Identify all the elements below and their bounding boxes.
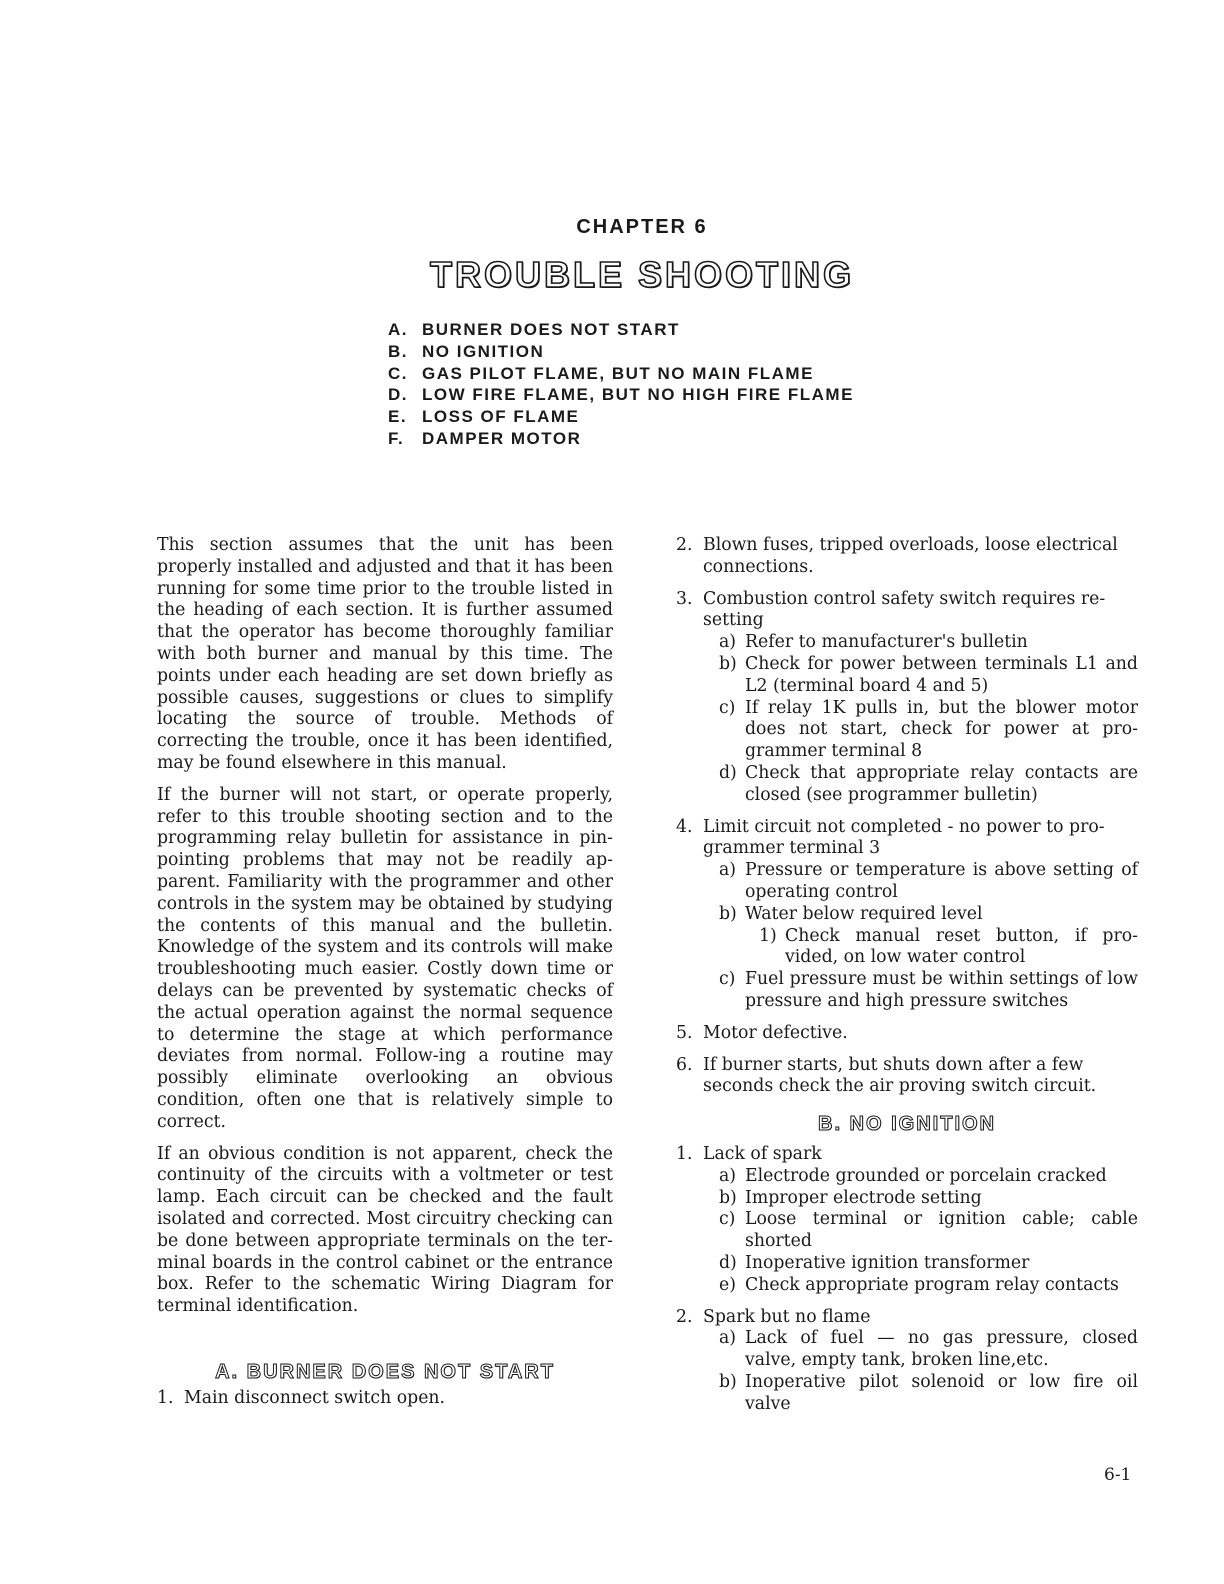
sub-item — [719, 1166, 1138, 1188]
item-number: 1. — [157, 1387, 174, 1408]
toc-letter: A. — [388, 320, 408, 339]
sub-item — [719, 1188, 1138, 1210]
sub-item — [719, 632, 1138, 654]
sub-item — [719, 969, 1138, 1013]
sub-text: Pressure or temperature is above setting of operating control — [745, 860, 1138, 902]
item-text: Motor defective. — [703, 1022, 848, 1043]
left-column — [157, 535, 613, 1419]
item-number: 5. — [676, 1022, 693, 1043]
sub-label: c) — [719, 969, 736, 990]
list-item — [676, 1307, 1138, 1416]
sub-text: Check that appropriate relay contacts are closed (see programmer bulletin) — [745, 762, 1138, 805]
section-b-list — [676, 1144, 1138, 1416]
item-text: If burner starts, but shuts down after a few seconds check the air proving switch circuit. — [703, 1054, 1097, 1097]
sub-label: c) — [719, 1209, 736, 1230]
sub-item — [719, 1372, 1138, 1416]
sub-text: Check for power between terminals L1 and L2 (terminal board 4 and 5) — [745, 653, 1138, 696]
sub-text: Fuel pressure must be within settings of low pressure and high pressure switches — [745, 969, 1138, 1011]
sub-label: d) — [719, 1252, 737, 1273]
sub-label: 1) — [759, 925, 777, 946]
toc-letter: B. — [388, 341, 408, 361]
sub-label: b) — [719, 1187, 737, 1208]
sub-text: Lack of fuel — no gas pressure, closed valve, empty tank, broken line,etc. — [745, 1328, 1138, 1371]
sub-text: Check appropriate program relay contacts — [745, 1274, 1119, 1295]
chapter-label: CHAPTER 6 — [576, 216, 708, 238]
sub-text: Refer to manufacturer's bulletin — [745, 632, 1028, 653]
list-item — [676, 1055, 1138, 1099]
sub-label: a) — [719, 860, 737, 881]
toc-item — [388, 406, 854, 428]
list-item — [676, 535, 1138, 579]
toc-item — [388, 363, 854, 385]
sub-label: b) — [719, 1371, 737, 1392]
list-item — [676, 1144, 1138, 1297]
sub-label: d) — [719, 762, 737, 783]
toc-letter: C. — [388, 363, 408, 383]
item-number: 2. — [676, 535, 693, 555]
sub-label: b) — [719, 903, 737, 924]
page-number: 6-1 — [1104, 1465, 1132, 1485]
sub-item — [719, 1275, 1138, 1297]
page-title: TROUBLE SHOOTING — [430, 254, 854, 295]
toc-text: DAMPER MOTOR — [422, 428, 582, 448]
toc-item — [388, 341, 854, 363]
right-column — [676, 535, 1138, 1425]
sub-text: Electrode grounded or porcelain cracked — [745, 1165, 1107, 1186]
item-number: 2. — [676, 1306, 693, 1327]
item-text: Lack of spark — [703, 1143, 822, 1164]
sub-label: c) — [719, 697, 736, 718]
item-text: Main disconnect switch open. — [184, 1387, 446, 1408]
sub-item — [719, 1328, 1138, 1372]
toc-text: GAS PILOT FLAME, BUT NO MAIN FLAME — [422, 363, 814, 383]
sub-label: a) — [719, 1165, 737, 1186]
sub-item — [719, 860, 1138, 904]
intro-paragraph: If the burner will not start, or operate properly, refer to this trouble shooting section and to the programming relay bulletin for assistance in pin-pointing problems that may not be readily ap-parent. Familiarity with the programmer and other controls in the system may be obtained by studying the contents of this manual and the bulletin. Knowledge of the system and its controls will make troubleshooting much easier. Costly down time or delays can be prevented by systematic checks of the actual operation against the normal sequence to determine the stage at which performance deviates from normal. Follow-ing a routine may possibly eliminate overlooking an obvious condition, often one that is relatively simple to correct. — [157, 784, 613, 1132]
toc-text: NO IGNITION — [422, 341, 545, 361]
sub-text: Improper electrode setting — [745, 1187, 982, 1208]
toc-item — [388, 319, 854, 341]
sub-label: b) — [719, 653, 737, 674]
toc-text: LOSS OF FLAME — [422, 407, 580, 427]
sub-text: Water below required level — [745, 903, 983, 924]
sub-text: Loose terminal or ignition cable; cable shorted — [745, 1209, 1138, 1252]
item-number: 4. — [676, 816, 693, 837]
toc-text: BURNER DOES NOT START — [422, 320, 680, 339]
toc-letter: D. — [388, 385, 408, 405]
sub-item — [719, 1253, 1138, 1275]
toc-item — [388, 428, 854, 450]
list-item — [157, 1388, 613, 1410]
sub-item — [719, 698, 1138, 763]
item-number: 3. — [676, 588, 693, 609]
section-index — [388, 319, 854, 450]
item-text: Blown fuses, tripped overloads, loose electrical connections. — [703, 535, 1118, 577]
sub-sub-item — [759, 926, 1138, 970]
toc-letter: F. — [388, 428, 405, 448]
sub-item — [719, 763, 1138, 807]
item-number: 6. — [676, 1054, 693, 1075]
intro-paragraph: This section assumes that the unit has been properly installed and adjusted and that it has been running for some time prior to the trouble listed in the heading of each section. It is further assumed that the operator has become thoroughly familiar with both burner and manual by this time. The points under each heading are set down briefly as possible causes, suggestions or clues to simplify locating the source of trouble. Methods of correcting the trouble, once it has been identified, may be found elsewhere in this manual. — [157, 535, 613, 773]
toc-item — [388, 384, 854, 406]
item-number: 1. — [676, 1143, 693, 1164]
item-text: Combustion control safety switch requires re-setting — [703, 588, 1106, 631]
sub-text: Check manual reset button, if pro-vided, on low water control — [785, 925, 1138, 968]
section-a-heading: A. BURNER DOES NOT START — [215, 1360, 555, 1383]
sub-text: If relay 1K pulls in, but the blower motor does not start, check for power at pro-grammer terminal 8 — [745, 697, 1138, 762]
sub-label: a) — [719, 1328, 737, 1349]
sub-item — [719, 904, 1138, 926]
section-a-list — [157, 1388, 613, 1410]
item-text: Limit circuit not completed - no power to pro-grammer terminal 3 — [703, 816, 1105, 859]
sub-item — [719, 1209, 1138, 1253]
sub-item — [719, 654, 1138, 698]
list-item — [676, 1023, 1138, 1045]
sub-label: a) — [719, 632, 737, 653]
item-text: Spark but no flame — [703, 1306, 871, 1327]
sub-text: Inoperative ignition transformer — [745, 1252, 1030, 1273]
list-item — [676, 817, 1138, 1013]
toc-letter: E. — [388, 407, 408, 427]
intro-paragraph: If an obvious condition is not apparent, check the continuity of the circuits with a voltmeter or test lamp. Each circuit can be checked and the fault isolated and corrected. Most circuitry checking can be done between appropriate terminals on the ter-minal boards in the control cabinet or the entrance box. Refer to the schematic Wiring Diagram for terminal identification. — [157, 1143, 613, 1317]
toc-text: LOW FIRE FLAME, BUT NO HIGH FIRE FLAME — [422, 385, 854, 405]
sub-label: e) — [719, 1274, 736, 1295]
section-b-heading: B. NO IGNITION — [818, 1113, 996, 1136]
list-item — [676, 589, 1138, 807]
sub-text: Inoperative pilot solenoid or low fire oil valve — [745, 1371, 1138, 1414]
section-a-list-continued — [676, 535, 1138, 1098]
